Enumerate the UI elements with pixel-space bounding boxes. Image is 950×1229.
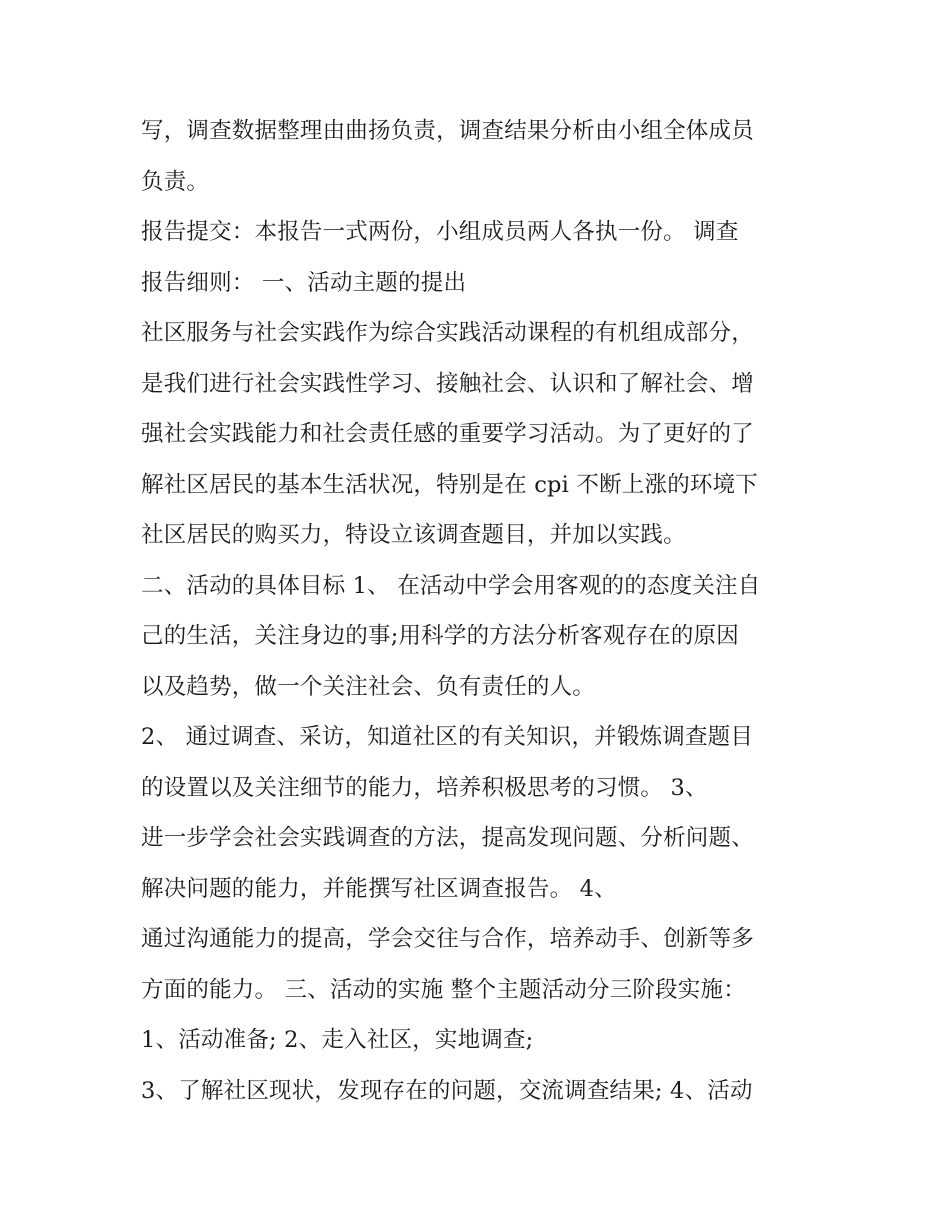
text-line: 社区居民的购买力，特设立该调查题目，并加以实践。 <box>141 522 686 548</box>
text-line: 负责。 <box>141 168 210 195</box>
text-line: 通过沟通能力的提高，学会交往与合作，培养动手、创新等多 <box>141 926 754 952</box>
text-line: 2、 通过调查、采访，知道社区的有关知识，并锻炼调查题目 <box>141 724 754 750</box>
text-line: 报告提交：本报告一式两份，小组成员两人各执一份。 调查 <box>141 219 739 245</box>
text-line: 进一步学会社会实践调查的方法，提高发现问题、分析问题、 <box>141 825 754 851</box>
document-body <box>141 106 821 1116</box>
text-line: 3、了解社区现状，发现存在的问题，交流调查结果; 4、活动 <box>141 1077 753 1104</box>
text-line: 二、活动的具体目标 1、 在活动中学会用客观的的态度关注自 <box>141 572 761 599</box>
text-line: 以及趋势，做一个关注社会、负有责任的人。 <box>141 673 596 700</box>
text-line: 写，调查数据整理由曲扬负责，调查结果分析由小组全体成员 <box>141 118 754 144</box>
text-line: 是我们进行社会实践性学习、接触社会、认识和了解社会、增 <box>141 370 754 397</box>
text-line: 1、活动准备; 2、走入社区，实地调查; <box>141 1027 534 1053</box>
text-line: 社区服务与社会实践作为综合实践活动课程的有机组成部分， <box>141 320 754 346</box>
text-line: 己的生活，关注身边的事;用科学的方法分析客观存在的原因 <box>141 623 739 649</box>
text-line: 解决问题的能力，并能撰写社区调查报告。 4、 <box>141 875 617 902</box>
text-line: 报告细则： 一、活动主题的提出 <box>141 269 467 296</box>
text-line: 解社区居民的基本生活状况，特别是在 cpi 不断上涨的环境下 <box>141 471 759 498</box>
text-line: 强社会实践能力和社会责任感的重要学习活动。为了更好的了 <box>141 421 754 447</box>
text-line: 方面的能力。 三、活动的实施 整个主题活动分三阶段实施： <box>141 976 746 1003</box>
text-line: 的设置以及关注细节的能力，培养积极思考的习惯。 3、 <box>141 774 708 801</box>
